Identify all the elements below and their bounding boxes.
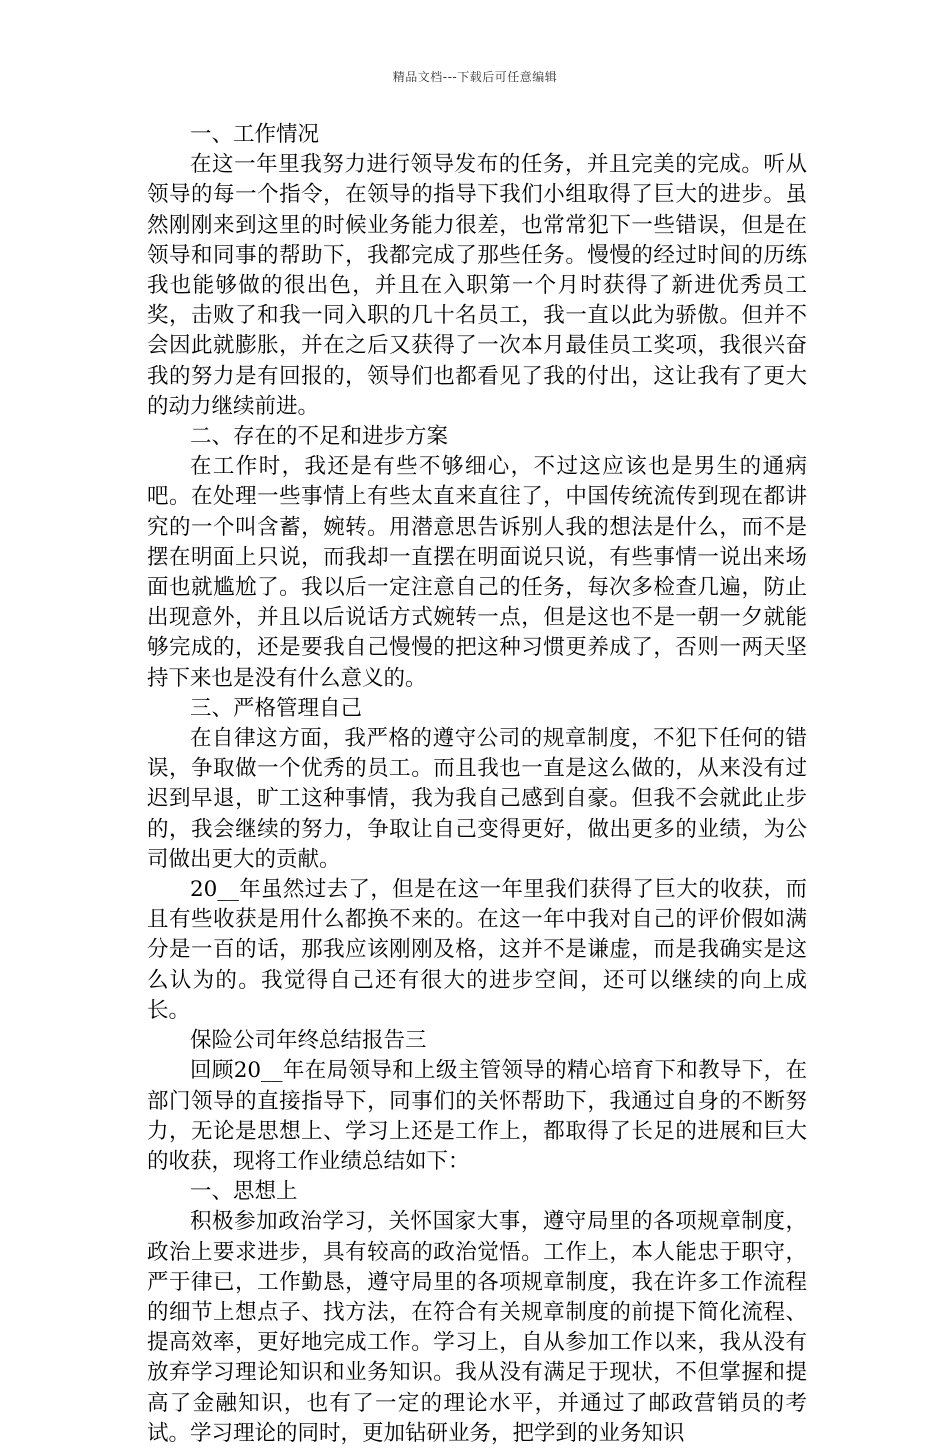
paragraph-work-situation: 在这一年里我努力进行领导发布的任务，并且完美的完成。听从领导的每一个指令，在领导的指导下我们小组取得了巨大的进步。虽然刚刚来到这里的时候业务能力很差，也常常犯下一些错误，但是在领导和同事的帮助下，我都完成了那些任务。慢慢的经过时间的历练我也能够做的很出色，并且在入职第一个月时获得了新进优秀员工奖，击败了和我一同入职的几十名员工，我一直以此为骄傲。但并不会因此就膨胀，并在之后又获得了一次本月最佳员工奖项，我很兴奋我的努力是有回报的，领导们也都看见了我的付出，这让我有了更大的动力继续前进。 bbox=[147, 152, 807, 419]
heading-thought: 一、思想上 bbox=[190, 1179, 298, 1205]
section-title-report-three: 保险公司年终总结报告三 bbox=[190, 1028, 427, 1054]
paragraph-review: 回顾20__年在局领导和上级主管领导的精心培育下和教导下，在部门领导的直接指导下，同事们的关怀帮助下，我通过自身的不断努力，无论是思想上、学习上还是工作上，都取得了长足的进展和巨大的收获，现将工作业绩总结如下： bbox=[147, 1058, 807, 1174]
heading-shortcomings: 二、存在的不足和进步方案 bbox=[190, 424, 449, 450]
heading-work-situation: 一、工作情况 bbox=[190, 122, 320, 147]
paragraph-year-summary: 20__年虽然过去了，但是在这一年里我们获得了巨大的收获，而且有些收获是用什么都换不来的。在这一年中我对自己的评价假如满分是一百的话，那我应该刚刚及格，这并不是谦虚，而是我确实是这么认为的。我觉得自己还有很大的进步空间，还可以继续的向上成长。 bbox=[147, 877, 807, 1023]
heading-self-management: 三、严格管理自己 bbox=[190, 695, 363, 721]
paragraph-shortcomings: 在工作时，我还是有些不够细心，不过这应该也是男生的通病吧。在处理一些事情上有些太直来直往了，中国传统流传到现在都讲究的一个叫含蓄，婉转。用潜意思告诉别人我的想法是什么，而不是摆在明面上只说，而我却一直摆在明面说只说，有些事情一说出来场面也就尴尬了。我以后一定注意自己的任务，每次多检查几遍，防止出现意外，并且以后说话方式婉转一点，但是这也不是一朝一夕就能够完成的，还是要我自己慢慢的把这种习惯更养成了，否则一两天坚持下来也是没有什么意义的。 bbox=[147, 454, 807, 691]
document-body bbox=[147, 120, 807, 1449]
page-header: 精品文档---下载后可任意编辑 bbox=[392, 70, 558, 84]
paragraph-thought: 积极参加政治学习，关怀国家大事，遵守局里的各项规章制度，政治上要求进步，具有较高的政治觉悟。工作上，本人能忠于职守，严于律已，工作勤恳，遵守局里的各项规章制度，我在许多工作流程的细节上想点子、找方法，在符合有关规章制度的前提下简化流程、提高效率，更好地完成工作。学习上，自从参加工作以来，我从没有放弃学习理论知识和业务知识。我从没有满足于现状，不但掌握和提高了金融知识，也有了一定的理论水平，并通过了邮政营销员的考试。学习理论的同时，更加钻研业务，把学到的业务知识 bbox=[147, 1209, 807, 1446]
paragraph-self-management: 在自律这方面，我严格的遵守公司的规章制度，不犯下任何的错误，争取做一个优秀的员工。而且我也一直是这么做的，从来没有过迟到早退，旷工这种事情，我为我自己感到自豪。但我不会就此止步的，我会继续的努力，争取让自己变得更好，做出更多的业绩，为公司做出更大的贡献。 bbox=[147, 726, 807, 872]
